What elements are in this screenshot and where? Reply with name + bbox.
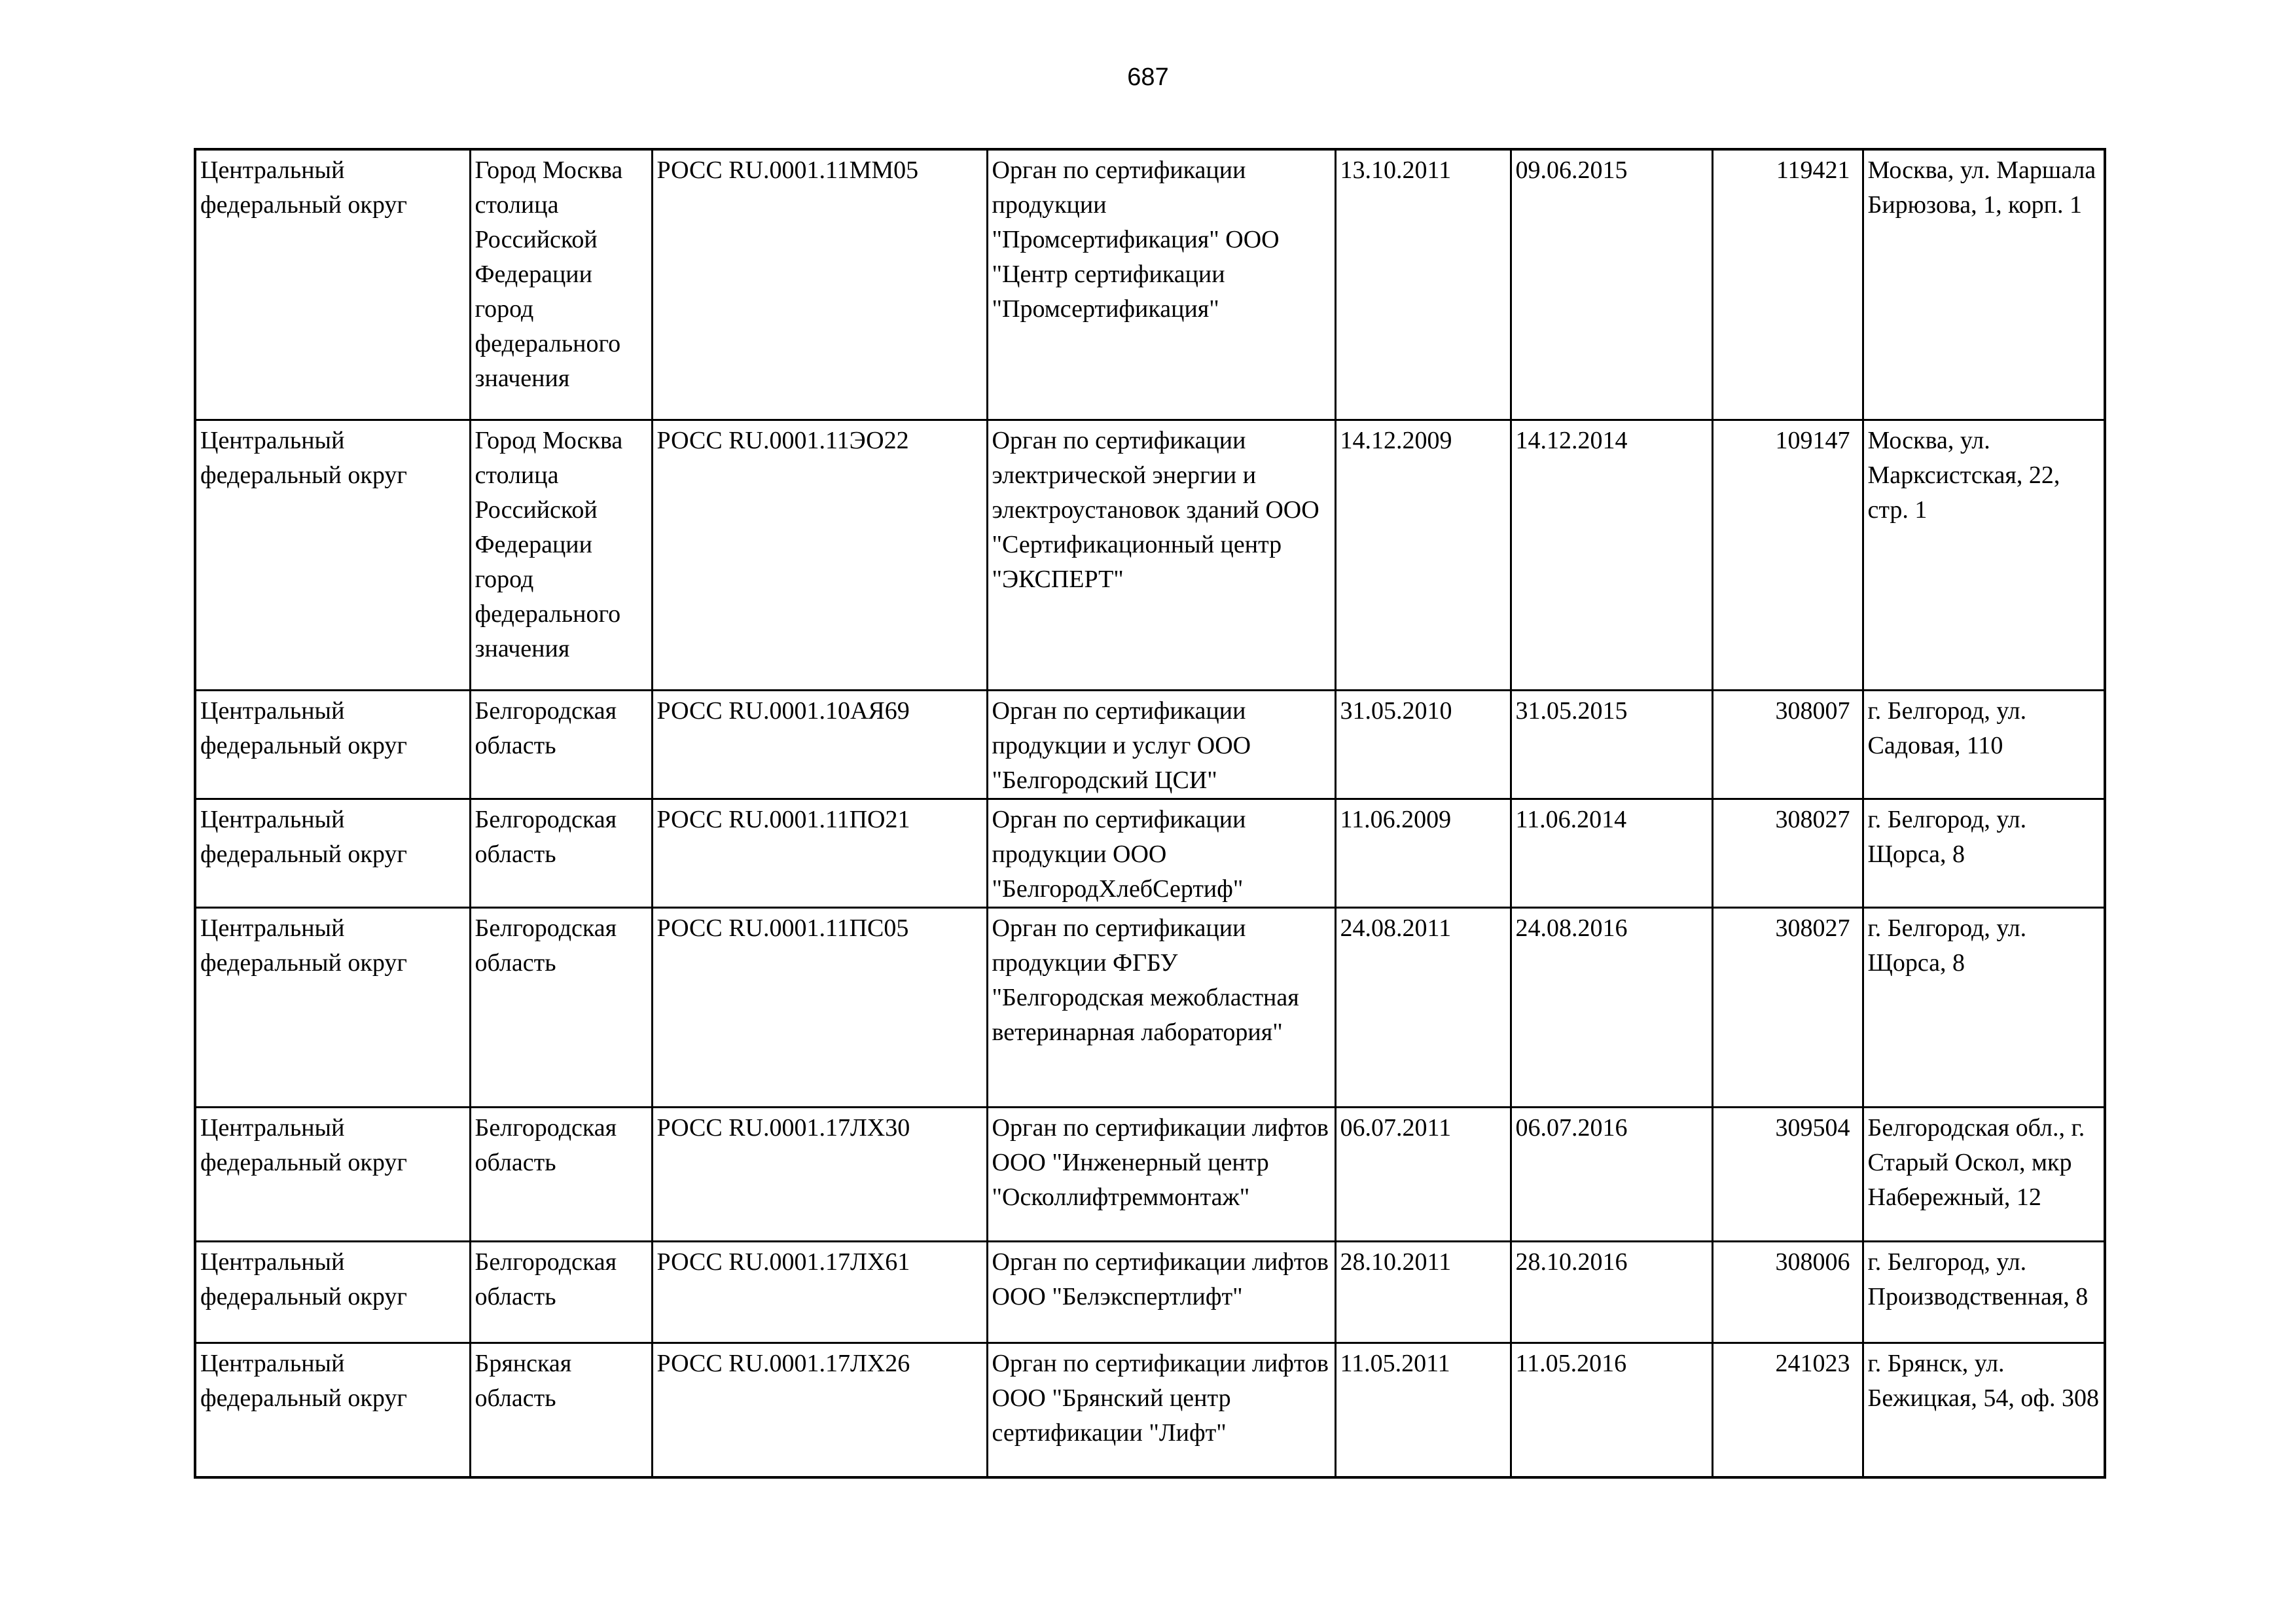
table-row	[195, 1242, 2105, 1343]
reg-number-cell: РОСС RU.0001.11ЭО22	[652, 420, 987, 691]
reg-number-cell: РОСС RU.0001.17ЛХ26	[652, 1343, 987, 1478]
table-row	[195, 799, 2105, 908]
date-start-cell: 06.07.2011	[1335, 1108, 1511, 1242]
district-cell: Центральный федеральный округ	[195, 149, 470, 420]
district-cell: Центральный федеральный округ	[195, 799, 470, 908]
district-cell: Центральный федеральный округ	[195, 420, 470, 691]
address-cell: г. Белгород, ул. Садовая, 110	[1863, 691, 2105, 799]
organization-cell: Орган по сертификации продукции ООО "БелгородХлебСертиф"	[987, 799, 1335, 908]
postal-code-cell: 308007	[1712, 691, 1863, 799]
postal-code-cell: 309504	[1712, 1108, 1863, 1242]
region-cell: Белгородская область	[470, 1242, 652, 1343]
table-row	[195, 420, 2105, 691]
date-start-cell: 11.05.2011	[1335, 1343, 1511, 1478]
district-cell: Центральный федеральный округ	[195, 908, 470, 1108]
district-cell: Центральный федеральный округ	[195, 1242, 470, 1343]
postal-code-cell: 308027	[1712, 799, 1863, 908]
region-cell: Белгородская область	[470, 799, 652, 908]
table-row	[195, 1108, 2105, 1242]
postal-code-cell: 241023	[1712, 1343, 1863, 1478]
organization-cell: Орган по сертификации продукции ФГБУ "Белгородская межобластная ветеринарная лаборатория"	[987, 908, 1335, 1108]
certification-registry-table	[194, 148, 2106, 1479]
address-cell: г. Белгород, ул. Производственная, 8	[1863, 1242, 2105, 1343]
region-cell: Белгородская область	[470, 691, 652, 799]
table-row	[195, 691, 2105, 799]
address-cell: Москва, ул. Маршала Бирюзова, 1, корп. 1	[1863, 149, 2105, 420]
reg-number-cell: РОСС RU.0001.11ММ05	[652, 149, 987, 420]
organization-cell: Орган по сертификации продукции "Промсертификация" ООО "Центр сертификации "Промсертификация"	[987, 149, 1335, 420]
organization-cell: Орган по сертификации лифтов ООО "Белэкспертлифт"	[987, 1242, 1335, 1343]
date-end-cell: 31.05.2015	[1511, 691, 1712, 799]
region-cell: Город Москва столица Российской Федерации город федерального значения	[470, 420, 652, 691]
reg-number-cell: РОСС RU.0001.10АЯ69	[652, 691, 987, 799]
date-end-cell: 28.10.2016	[1511, 1242, 1712, 1343]
date-start-cell: 28.10.2011	[1335, 1242, 1511, 1343]
address-cell: Москва, ул. Марксистская, 22, стр. 1	[1863, 420, 2105, 691]
date-end-cell: 24.08.2016	[1511, 908, 1712, 1108]
region-cell: Город Москва столица Российской Федерации город федерального значения	[470, 149, 652, 420]
district-cell: Центральный федеральный округ	[195, 691, 470, 799]
reg-number-cell: РОСС RU.0001.17ЛХ30	[652, 1108, 987, 1242]
address-cell: г. Белгород, ул. Щорса, 8	[1863, 799, 2105, 908]
date-start-cell: 31.05.2010	[1335, 691, 1511, 799]
postal-code-cell: 308006	[1712, 1242, 1863, 1343]
organization-cell: Орган по сертификации электрической энергии и электроустановок зданий ООО "Сертификационный центр "ЭКСПЕРТ"	[987, 420, 1335, 691]
postal-code-cell: 109147	[1712, 420, 1863, 691]
table-row	[195, 908, 2105, 1108]
date-end-cell: 06.07.2016	[1511, 1108, 1712, 1242]
organization-cell: Орган по сертификации лифтов ООО "Брянский центр сертификации "Лифт"	[987, 1343, 1335, 1478]
date-end-cell: 14.12.2014	[1511, 420, 1712, 691]
postal-code-cell: 119421	[1712, 149, 1863, 420]
address-cell: г. Брянск, ул. Бежицкая, 54, оф. 308	[1863, 1343, 2105, 1478]
date-start-cell: 11.06.2009	[1335, 799, 1511, 908]
organization-cell: Орган по сертификации лифтов ООО "Инженерный центр "Осколлифтреммонтаж"	[987, 1108, 1335, 1242]
region-cell: Белгородская область	[470, 908, 652, 1108]
date-end-cell: 11.05.2016	[1511, 1343, 1712, 1478]
reg-number-cell: РОСС RU.0001.11ПС05	[652, 908, 987, 1108]
address-cell: Белгородская обл., г. Старый Оскол, мкр Набережный, 12	[1863, 1108, 2105, 1242]
region-cell: Брянская область	[470, 1343, 652, 1478]
organization-cell: Орган по сертификации продукции и услуг ООО "Белгородский ЦСИ"	[987, 691, 1335, 799]
reg-number-cell: РОСС RU.0001.17ЛХ61	[652, 1242, 987, 1343]
page-number: 687	[1127, 63, 1169, 91]
address-cell: г. Белгород, ул. Щорса, 8	[1863, 908, 2105, 1108]
reg-number-cell: РОСС RU.0001.11ПО21	[652, 799, 987, 908]
date-start-cell: 24.08.2011	[1335, 908, 1511, 1108]
postal-code-cell: 308027	[1712, 908, 1863, 1108]
date-start-cell: 13.10.2011	[1335, 149, 1511, 420]
district-cell: Центральный федеральный округ	[195, 1108, 470, 1242]
table-row	[195, 1343, 2105, 1478]
table-row	[195, 149, 2105, 420]
date-end-cell: 11.06.2014	[1511, 799, 1712, 908]
region-cell: Белгородская область	[470, 1108, 652, 1242]
date-end-cell: 09.06.2015	[1511, 149, 1712, 420]
date-start-cell: 14.12.2009	[1335, 420, 1511, 691]
district-cell: Центральный федеральный округ	[195, 1343, 470, 1478]
